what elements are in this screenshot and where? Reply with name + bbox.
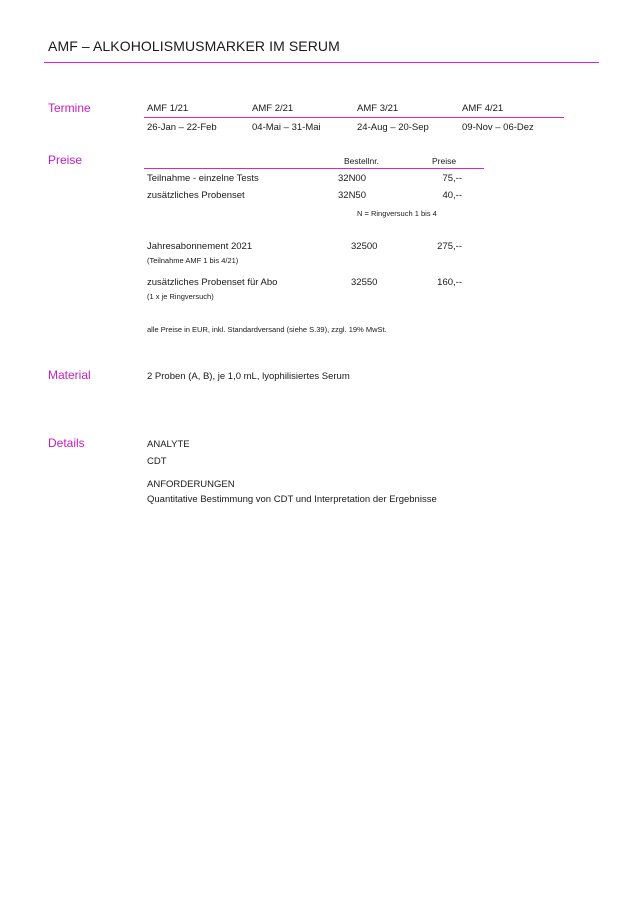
round-name-2: AMF 2/21 <box>252 103 294 114</box>
abo-subtext: (Teilnahme AMF 1 bis 4/21) <box>147 256 239 265</box>
round-dates-4: 09-Nov – 06-Dez <box>462 122 534 133</box>
anforderungen-heading: ANFORDERUNGEN <box>147 479 235 490</box>
round-name-4: AMF 4/21 <box>462 103 504 114</box>
abo-set-preis: 160,-- <box>437 277 462 288</box>
price-row-item: zusätzliches Probenset <box>147 190 245 201</box>
price-row-preis: 40,-- <box>442 190 462 201</box>
round-dates-2: 04-Mai – 31-Mai <box>252 122 321 133</box>
section-label-details: Details <box>48 436 85 450</box>
abo-set-bestellnr: 32550 <box>351 277 378 288</box>
price-row-preis: 75,-- <box>442 173 462 184</box>
round-dates-1: 26-Jan – 22-Feb <box>147 122 217 133</box>
column-header-bestellnr: Bestellnr. <box>344 156 379 166</box>
abo-preis: 275,-- <box>437 241 462 252</box>
material-text: 2 Proben (A, B), je 1,0 mL, lyophilisiertes Serum <box>147 371 350 382</box>
abo-set-item: zusätzliches Probenset für Abo <box>147 277 278 288</box>
section-label-termine: Termine <box>48 101 91 115</box>
abo-item: Jahresabonnement 2021 <box>147 241 253 252</box>
n-note: N = Ringversuch 1 bis 4 <box>357 209 437 218</box>
abo-bestellnr: 32500 <box>351 241 378 252</box>
analyte-value: CDT <box>147 456 167 467</box>
analyte-heading: ANALYTE <box>147 439 190 450</box>
round-name-3: AMF 3/21 <box>357 103 399 114</box>
section-label-material: Material <box>48 368 91 382</box>
termine-divider <box>144 117 564 118</box>
price-row-bestellnr: 32N00 <box>338 173 366 184</box>
round-dates-3: 24-Aug – 20-Sep <box>357 122 429 133</box>
round-name-1: AMF 1/21 <box>147 103 189 114</box>
section-label-preise: Preise <box>48 153 83 167</box>
price-row-item: Teilnahme - einzelne Tests <box>147 173 259 184</box>
price-footnote: alle Preise in EUR, inkl. Standardversand (siehe S.39), zzgl. 19% MwSt. <box>147 325 387 334</box>
page-title: AMF – ALKOHOLISMUSMARKER IM SERUM <box>48 38 340 54</box>
preise-divider <box>144 168 484 169</box>
price-row-bestellnr: 32N50 <box>338 190 366 201</box>
anforderungen-value: Quantitative Bestimmung von CDT und Interpretation der Ergebnisse <box>147 494 437 505</box>
title-divider <box>44 62 599 63</box>
abo-set-subtext: (1 x je Ringversuch) <box>147 292 214 301</box>
column-header-preise: Preise <box>432 156 457 166</box>
